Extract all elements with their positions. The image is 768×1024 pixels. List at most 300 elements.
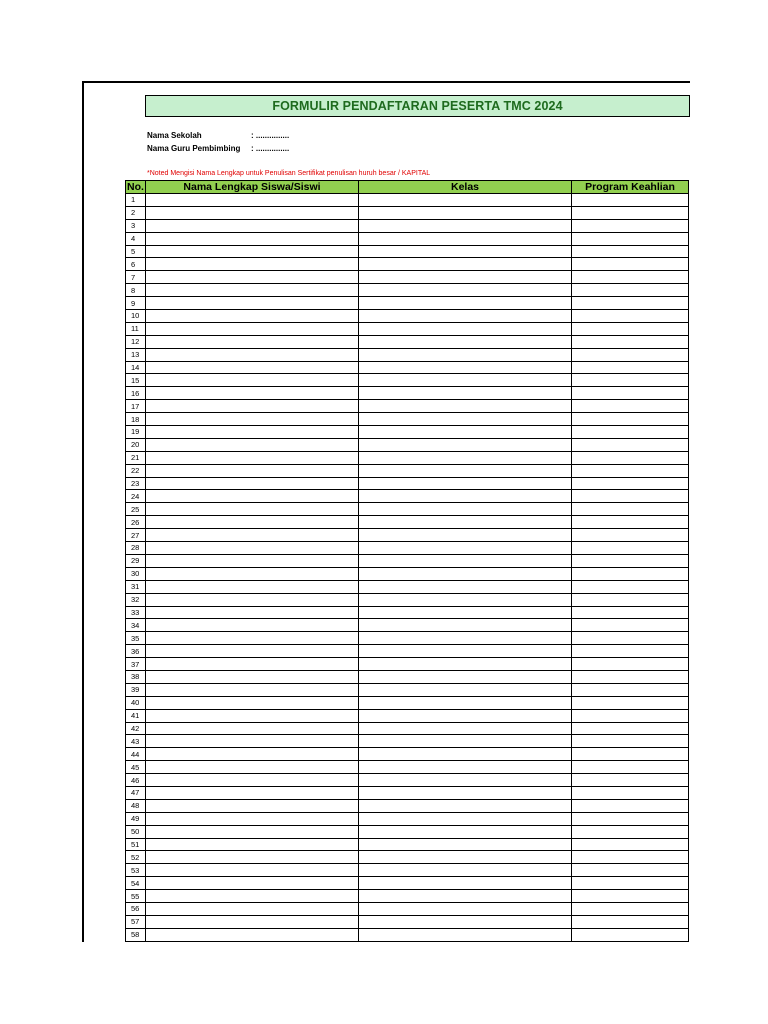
class-cell[interactable]: [359, 774, 572, 787]
table-row: [126, 606, 689, 619]
program-cell[interactable]: [572, 928, 689, 941]
row-number-cell: 18: [126, 413, 146, 426]
program-cell[interactable]: [572, 580, 689, 593]
full-name-cell[interactable]: [146, 245, 359, 258]
row-number-cell: 38: [126, 670, 146, 683]
class-cell[interactable]: [359, 284, 572, 297]
program-cell[interactable]: [572, 284, 689, 297]
row-number-cell: 8: [126, 284, 146, 297]
full-name-cell[interactable]: [146, 696, 359, 709]
row-number-cell: 22: [126, 464, 146, 477]
full-name-cell[interactable]: [146, 580, 359, 593]
row-number-cell: 53: [126, 864, 146, 877]
program-cell[interactable]: [572, 670, 689, 683]
full-name-cell[interactable]: [146, 529, 359, 542]
program-cell[interactable]: [572, 194, 689, 207]
full-name-cell[interactable]: [146, 322, 359, 335]
program-cell[interactable]: [572, 219, 689, 232]
row-number-cell: 7: [126, 271, 146, 284]
class-cell[interactable]: [359, 890, 572, 903]
table-row: [126, 219, 689, 232]
class-cell[interactable]: [359, 606, 572, 619]
full-name-cell[interactable]: [146, 722, 359, 735]
full-name-cell[interactable]: [146, 219, 359, 232]
class-cell[interactable]: [359, 748, 572, 761]
table-row: [126, 271, 689, 284]
program-cell[interactable]: [572, 799, 689, 812]
row-number-cell: 6: [126, 258, 146, 271]
class-cell[interactable]: [359, 400, 572, 413]
row-number-cell: 29: [126, 554, 146, 567]
table-row: [126, 477, 689, 490]
full-name-cell[interactable]: [146, 271, 359, 284]
full-name-cell[interactable]: [146, 864, 359, 877]
class-cell[interactable]: [359, 838, 572, 851]
program-cell[interactable]: [572, 902, 689, 915]
teacher-name-label: Nama Guru Pembimbing: [147, 144, 241, 153]
table-row: [126, 748, 689, 761]
school-name-value[interactable]: : ...............: [251, 131, 290, 140]
table-row: [126, 374, 689, 387]
program-cell[interactable]: [572, 696, 689, 709]
program-cell[interactable]: [572, 374, 689, 387]
full-name-cell[interactable]: [146, 593, 359, 606]
program-cell[interactable]: [572, 271, 689, 284]
program-cell[interactable]: [572, 232, 689, 245]
class-cell[interactable]: [359, 658, 572, 671]
row-number-cell: 44: [126, 748, 146, 761]
class-cell[interactable]: [359, 593, 572, 606]
full-name-cell[interactable]: [146, 709, 359, 722]
class-cell[interactable]: [359, 413, 572, 426]
full-name-cell[interactable]: [146, 670, 359, 683]
program-cell[interactable]: [572, 335, 689, 348]
program-cell[interactable]: [572, 735, 689, 748]
program-cell[interactable]: [572, 400, 689, 413]
row-number-cell: 40: [126, 696, 146, 709]
table-row: [126, 554, 689, 567]
program-cell[interactable]: [572, 258, 689, 271]
program-cell[interactable]: [572, 645, 689, 658]
class-cell[interactable]: [359, 709, 572, 722]
program-cell[interactable]: [572, 812, 689, 825]
row-number-cell: 23: [126, 477, 146, 490]
program-cell[interactable]: [572, 864, 689, 877]
program-cell[interactable]: [572, 464, 689, 477]
row-number-cell: 49: [126, 812, 146, 825]
row-number-cell: 56: [126, 902, 146, 915]
header-no: No.: [127, 181, 144, 193]
class-cell[interactable]: [359, 864, 572, 877]
table-row: [126, 284, 689, 297]
program-cell[interactable]: [572, 387, 689, 400]
full-name-cell[interactable]: [146, 361, 359, 374]
full-name-cell[interactable]: [146, 477, 359, 490]
row-number-cell: 15: [126, 374, 146, 387]
header-program: Program Keahlian: [572, 181, 689, 194]
program-cell[interactable]: [572, 542, 689, 555]
program-cell[interactable]: [572, 606, 689, 619]
class-cell[interactable]: [359, 825, 572, 838]
school-name-label: Nama Sekolah: [147, 131, 202, 140]
class-cell[interactable]: [359, 206, 572, 219]
program-cell[interactable]: [572, 838, 689, 851]
row-number-cell: 9: [126, 297, 146, 310]
program-cell[interactable]: [572, 786, 689, 799]
class-cell[interactable]: [359, 348, 572, 361]
full-name-cell[interactable]: [146, 413, 359, 426]
full-name-cell[interactable]: [146, 426, 359, 439]
header-class: Kelas: [359, 181, 572, 194]
table-row: [126, 851, 689, 864]
table-row: [126, 915, 689, 928]
school-name-row: [147, 131, 289, 141]
full-name-cell[interactable]: [146, 774, 359, 787]
table-row: [126, 206, 689, 219]
full-name-cell[interactable]: [146, 438, 359, 451]
table-row: [126, 426, 689, 439]
table-row: [126, 232, 689, 245]
class-cell[interactable]: [359, 516, 572, 529]
class-cell[interactable]: [359, 786, 572, 799]
program-cell[interactable]: [572, 310, 689, 323]
program-cell[interactable]: [572, 851, 689, 864]
row-number-cell: 11: [126, 322, 146, 335]
class-cell[interactable]: [359, 877, 572, 890]
full-name-cell[interactable]: [146, 503, 359, 516]
table-row: [126, 297, 689, 310]
program-cell[interactable]: [572, 915, 689, 928]
table-row: [126, 361, 689, 374]
class-cell[interactable]: [359, 915, 572, 928]
table-row: [126, 928, 689, 941]
table-row: [126, 632, 689, 645]
row-number-cell: 48: [126, 799, 146, 812]
table-row: [126, 503, 689, 516]
program-cell[interactable]: [572, 451, 689, 464]
full-name-cell[interactable]: [146, 786, 359, 799]
full-name-cell[interactable]: [146, 542, 359, 555]
class-cell[interactable]: [359, 503, 572, 516]
full-name-cell[interactable]: [146, 683, 359, 696]
class-cell[interactable]: [359, 426, 572, 439]
full-name-cell[interactable]: [146, 258, 359, 271]
full-name-cell[interactable]: [146, 464, 359, 477]
table-row: [126, 516, 689, 529]
class-cell[interactable]: [359, 851, 572, 864]
class-cell[interactable]: [359, 567, 572, 580]
full-name-cell[interactable]: [146, 554, 359, 567]
class-cell[interactable]: [359, 722, 572, 735]
program-cell[interactable]: [572, 890, 689, 903]
table-row: [126, 774, 689, 787]
program-cell[interactable]: [572, 413, 689, 426]
program-cell[interactable]: [572, 438, 689, 451]
class-cell[interactable]: [359, 542, 572, 555]
full-name-cell[interactable]: [146, 516, 359, 529]
table-row: [126, 658, 689, 671]
class-cell[interactable]: [359, 438, 572, 451]
table-row: [126, 761, 689, 774]
table-row: [126, 902, 689, 915]
full-name-cell[interactable]: [146, 902, 359, 915]
program-cell[interactable]: [572, 322, 689, 335]
program-cell[interactable]: [572, 632, 689, 645]
full-name-cell[interactable]: [146, 400, 359, 413]
full-name-cell[interactable]: [146, 877, 359, 890]
row-number-cell: 55: [126, 890, 146, 903]
full-name-cell[interactable]: [146, 310, 359, 323]
class-cell[interactable]: [359, 335, 572, 348]
program-cell[interactable]: [572, 709, 689, 722]
full-name-cell[interactable]: [146, 619, 359, 632]
class-cell[interactable]: [359, 477, 572, 490]
row-number-cell: 14: [126, 361, 146, 374]
class-cell[interactable]: [359, 464, 572, 477]
table-body: [126, 194, 689, 942]
class-cell[interactable]: [359, 529, 572, 542]
row-number-cell: 1: [126, 194, 146, 207]
program-cell[interactable]: [572, 297, 689, 310]
table-row: [126, 799, 689, 812]
table-row: [126, 542, 689, 555]
table-row: [126, 567, 689, 580]
class-cell[interactable]: [359, 451, 572, 464]
full-name-cell[interactable]: [146, 928, 359, 941]
full-name-cell[interactable]: [146, 206, 359, 219]
class-cell[interactable]: [359, 735, 572, 748]
class-cell[interactable]: [359, 812, 572, 825]
row-number-cell: 45: [126, 761, 146, 774]
table-row: [126, 864, 689, 877]
table-row: [126, 645, 689, 658]
row-number-cell: 46: [126, 774, 146, 787]
row-number-cell: 17: [126, 400, 146, 413]
class-cell[interactable]: [359, 271, 572, 284]
program-cell[interactable]: [572, 490, 689, 503]
program-cell[interactable]: [572, 245, 689, 258]
table-row: [126, 245, 689, 258]
row-number-cell: 35: [126, 632, 146, 645]
full-name-cell[interactable]: [146, 748, 359, 761]
form-title: FORMULIR PENDAFTARAN PESERTA TMC 2024: [145, 95, 690, 117]
row-number-cell: 50: [126, 825, 146, 838]
teacher-name-value[interactable]: : ...............: [251, 144, 290, 153]
full-name-cell[interactable]: [146, 567, 359, 580]
program-cell[interactable]: [572, 593, 689, 606]
program-cell[interactable]: [572, 516, 689, 529]
table-row: [126, 194, 689, 207]
class-cell[interactable]: [359, 619, 572, 632]
class-cell[interactable]: [359, 219, 572, 232]
table-row: [126, 786, 689, 799]
class-cell[interactable]: [359, 696, 572, 709]
full-name-cell[interactable]: [146, 838, 359, 851]
class-cell[interactable]: [359, 683, 572, 696]
table-row: [126, 451, 689, 464]
class-cell[interactable]: [359, 387, 572, 400]
program-cell[interactable]: [572, 825, 689, 838]
table-row: [126, 310, 689, 323]
table-row: [126, 696, 689, 709]
table-row: [126, 322, 689, 335]
full-name-cell[interactable]: [146, 645, 359, 658]
full-name-cell[interactable]: [146, 348, 359, 361]
program-cell[interactable]: [572, 567, 689, 580]
full-name-cell[interactable]: [146, 451, 359, 464]
row-number-cell: 10: [126, 310, 146, 323]
table-row: [126, 890, 689, 903]
full-name-cell[interactable]: [146, 297, 359, 310]
registration-table: [125, 180, 689, 942]
header-full-name: Nama Lengkap Siswa/Siswi: [146, 181, 359, 194]
program-cell[interactable]: [572, 761, 689, 774]
row-number-cell: 58: [126, 928, 146, 941]
table-row: [126, 413, 689, 426]
table-row: [126, 438, 689, 451]
full-name-cell[interactable]: [146, 232, 359, 245]
class-cell[interactable]: [359, 670, 572, 683]
row-number-cell: 34: [126, 619, 146, 632]
table-row: [126, 838, 689, 851]
row-number-cell: 31: [126, 580, 146, 593]
full-name-cell[interactable]: [146, 812, 359, 825]
full-name-cell[interactable]: [146, 890, 359, 903]
class-cell[interactable]: [359, 799, 572, 812]
program-cell[interactable]: [572, 477, 689, 490]
full-name-cell[interactable]: [146, 284, 359, 297]
row-number-cell: 36: [126, 645, 146, 658]
row-number-cell: 43: [126, 735, 146, 748]
table-row: [126, 529, 689, 542]
table-header-row: [126, 181, 689, 194]
row-number-cell: 2: [126, 206, 146, 219]
class-cell[interactable]: [359, 258, 572, 271]
class-cell[interactable]: [359, 232, 572, 245]
program-cell[interactable]: [572, 348, 689, 361]
table-row: [126, 464, 689, 477]
table-row: [126, 580, 689, 593]
row-number-cell: 47: [126, 786, 146, 799]
class-cell[interactable]: [359, 310, 572, 323]
row-number-cell: 21: [126, 451, 146, 464]
full-name-cell[interactable]: [146, 915, 359, 928]
table-row: [126, 490, 689, 503]
program-cell[interactable]: [572, 722, 689, 735]
row-number-cell: 52: [126, 851, 146, 864]
row-number-cell: 41: [126, 709, 146, 722]
program-cell[interactable]: [572, 529, 689, 542]
table-row: [126, 683, 689, 696]
full-name-cell[interactable]: [146, 632, 359, 645]
table-row: [126, 825, 689, 838]
row-number-cell: 4: [126, 232, 146, 245]
full-name-cell[interactable]: [146, 799, 359, 812]
row-number-cell: 3: [126, 219, 146, 232]
row-number-cell: 32: [126, 593, 146, 606]
row-number-cell: 54: [126, 877, 146, 890]
row-number-cell: 51: [126, 838, 146, 851]
program-cell[interactable]: [572, 206, 689, 219]
full-name-cell[interactable]: [146, 194, 359, 207]
table-row: [126, 619, 689, 632]
class-cell[interactable]: [359, 374, 572, 387]
class-cell[interactable]: [359, 361, 572, 374]
class-cell[interactable]: [359, 761, 572, 774]
class-cell[interactable]: [359, 297, 572, 310]
full-name-cell[interactable]: [146, 761, 359, 774]
full-name-cell[interactable]: [146, 490, 359, 503]
class-cell[interactable]: [359, 580, 572, 593]
class-cell[interactable]: [359, 322, 572, 335]
program-cell[interactable]: [572, 683, 689, 696]
row-number-cell: 19: [126, 426, 146, 439]
program-cell[interactable]: [572, 619, 689, 632]
table-row: [126, 722, 689, 735]
full-name-cell[interactable]: [146, 606, 359, 619]
program-cell[interactable]: [572, 748, 689, 761]
row-number-cell: 5: [126, 245, 146, 258]
row-number-cell: 25: [126, 503, 146, 516]
class-cell[interactable]: [359, 245, 572, 258]
full-name-cell[interactable]: [146, 387, 359, 400]
table-row: [126, 387, 689, 400]
program-cell[interactable]: [572, 658, 689, 671]
program-cell[interactable]: [572, 554, 689, 567]
table-row: [126, 670, 689, 683]
full-name-cell[interactable]: [146, 374, 359, 387]
row-number-cell: 27: [126, 529, 146, 542]
table-row: [126, 258, 689, 271]
sheet-border-left: [82, 81, 84, 942]
full-name-cell[interactable]: [146, 851, 359, 864]
class-cell[interactable]: [359, 490, 572, 503]
full-name-cell[interactable]: [146, 735, 359, 748]
table-row: [126, 593, 689, 606]
row-number-cell: 20: [126, 438, 146, 451]
full-name-cell[interactable]: [146, 658, 359, 671]
row-number-cell: 42: [126, 722, 146, 735]
row-number-cell: 12: [126, 335, 146, 348]
row-number-cell: 33: [126, 606, 146, 619]
class-cell[interactable]: [359, 194, 572, 207]
row-number-cell: 28: [126, 542, 146, 555]
row-number-cell: 57: [126, 915, 146, 928]
program-cell[interactable]: [572, 774, 689, 787]
program-cell[interactable]: [572, 503, 689, 516]
row-number-cell: 37: [126, 658, 146, 671]
row-number-cell: 16: [126, 387, 146, 400]
table-row: [126, 735, 689, 748]
program-cell[interactable]: [572, 877, 689, 890]
program-cell[interactable]: [572, 426, 689, 439]
row-number-cell: 39: [126, 683, 146, 696]
row-number-cell: 30: [126, 567, 146, 580]
class-cell[interactable]: [359, 928, 572, 941]
class-cell[interactable]: [359, 632, 572, 645]
full-name-cell[interactable]: [146, 335, 359, 348]
full-name-cell[interactable]: [146, 825, 359, 838]
class-cell[interactable]: [359, 645, 572, 658]
class-cell[interactable]: [359, 554, 572, 567]
table-row: [126, 812, 689, 825]
program-cell[interactable]: [572, 361, 689, 374]
teacher-name-row: [147, 144, 289, 154]
class-cell[interactable]: [359, 902, 572, 915]
row-number-cell: 26: [126, 516, 146, 529]
sheet-border-top: [82, 81, 690, 83]
table-row: [126, 335, 689, 348]
